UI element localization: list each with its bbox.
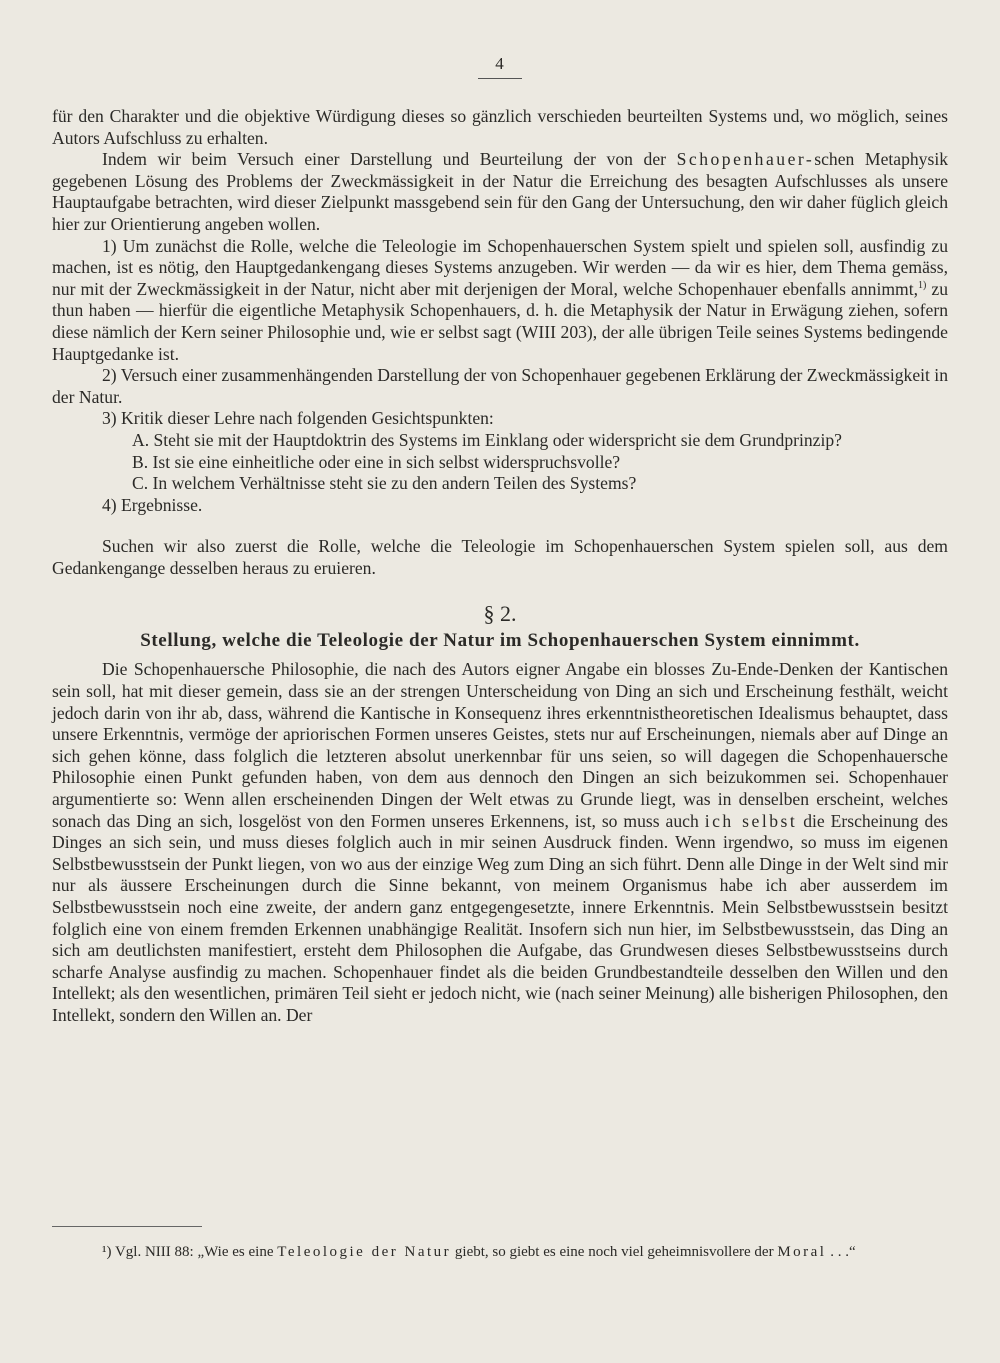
footnote-ref: Vgl. NIII 88: [111, 1244, 198, 1260]
footnote-rule [52, 1226, 202, 1227]
list-item-1 [52, 236, 948, 366]
paragraph-1: für den Charakter und die objektive Würdigung dieses so gänzlich verschieden beurteilten Systems und, wo möglich, seines Autors Aufschluss zu erhalten. [52, 106, 948, 148]
footnote [52, 1243, 948, 1261]
sub-item-c: C. In welchem Verhältnisse steht sie zu den andern Teilen des Systems? [132, 473, 637, 494]
page-number: 4 [495, 54, 505, 73]
section-mark: § 2. [483, 601, 517, 627]
paragraph-summary: Suchen wir also zuerst die Rolle, welche die Teleologie im Schopenhauerschen System spielen soll, aus dem Gedankengange desselben heraus zu eruieren. [52, 536, 948, 578]
footnote-quote-end: . . .“ [826, 1244, 856, 1260]
footnote-marker: ¹) [102, 1244, 112, 1260]
footnote-spaced-1: Teleologie der Natur [277, 1244, 452, 1260]
list-item-3: 3) Kritik dieser Lehre nach folgenden Gesichtspunkten: [102, 408, 494, 429]
list-item-2: 2) Versuch einer zusammenhängenden Darstellung der von Schopenhauer gegebenen Erklärung der Zweckmässigkeit in der Natur. [52, 365, 948, 407]
footnote-text [52, 1243, 948, 1261]
section-paragraph [52, 659, 948, 1026]
footnote-quote-start: „Wie es eine [197, 1244, 278, 1260]
section-paragraph-rest: die Erscheinung des Dinges an sich sein, und muss dieses folglich auch in mir seinen Ausdruck finden. Wenn irgendwo, so muss im eigenen Selbstbewusstsein der Punkt liegen, von wo aus der einzige Weg zum Ding an sich führt. Denn alle Dinge in der Welt sind mir nur als äussere Erscheinungen durch die Sinne bekannt, von meinem Organismus habe ich aber ausserdem im Selbstbewusstsein noch eine zweite, der andern ganz entgegengesetzte, innere Erkenntnis. Mein Selbstbewusstsein besitzt folglich eine von einem fremden Erkennen unabhängige Realität. Insofern sich nun hier, im Selbstbewusstsein, das Ding an sich am deutlichsten manifestiert, ersteht dem Philosophen die Aufgabe, das Grundwesen dieses Selbstbewusstseins durch scharfe Analyse ausfindig zu machen. Schopenhauer findet als die beiden Grundbestandteile desselben den Willen und den Intellekt; als den wesentlichen, primären Teil sieht er jedoch nicht, wie (nach seiner Meinung) alle bisherigen Philosophen, den Intellekt, sondern den Willen an. Der [52, 810, 949, 1025]
list-item-1-text: 1) Um zunächst die Rolle, welche die Teleologie im Schopenhauerschen System spielt und spielen soll, ausfindig zu machen, ist es nötig, den Hauptgedankengang dieses Systems anzugeben. Wir werden — da wir es hier, dem Thema gemäss, nur mit der Zweckmässigkeit in der Natur, nicht aber mit derjenigen der Moral, welche Schopenhauer ebenfalls annimmt, [52, 235, 948, 299]
paragraph-2-rest: schen Metaphysik gegebenen Lösung des Problems der Zweckmässigkeit in der Natur die Erreichung des besagten Aufschlusses als unsere Hauptaufgabe betrachten, wird dieser Zielpunkt massgebend sein für den Gang der Untersuchung, den wir daher füglich gleich hier zur Orientierung angeben wollen. [52, 149, 948, 234]
body-text [52, 106, 948, 1027]
list-item-4: 4) Ergebnisse. [102, 494, 203, 515]
footnote-quote-mid: giebt, so giebt es eine noch viel geheimnisvollere der [451, 1244, 778, 1260]
sub-item-a: A. Steht sie mit der Hauptdoktrin des Systems im Einklang oder widerspricht sie dem Grundprinzip? [132, 429, 842, 450]
sub-item-b: B. Ist sie eine einheitliche oder eine in sich selbst widerspruchsvolle? [132, 451, 621, 472]
section-paragraph-spaced: ich selbst [704, 810, 798, 831]
header-rule [478, 78, 522, 79]
paragraph-2 [52, 149, 948, 235]
section-paragraph-start: Die Schopenhauersche Philosophie, die nach des Autors eigner Angabe ein blosses Zu-Ende-Denken der Kantischen sein soll, hat mit dieser gemein, dass sie an der strengen Unterscheidung von Ding an sich und Erscheinung festhält, weicht jedoch darin von ihr ab, dass, während die Kantische in Konsequenz ihres erkenntnistheoretischen Idealismus behauptet, dass unsere Erkenntnis, vermöge der apriorischen Formen unseres Geistes, stets nur auf Erscheinungen, niemals aber auf Dinge an sich gehen könne, dass folglich die letzteren absolut unerkennbar für uns seien, so will dagegen die Schopenhauersche Philosophie einen Punkt gefunden haben, von dem aus dennoch den Dingen an sich beizukommen sei. Schopenhauer argumentierte so: Wenn allen erscheinenden Dingen der Welt etwas zu Grunde liegt, was in denselben erscheint, welches sonach das Ding an sich, losgelöst von den Formen unseres Erkennens, ist, so muss auch [52, 659, 948, 831]
section-title: Stellung, welche die Teleologie der Natur im Schopenhauerschen System einnimmt. [140, 630, 860, 652]
footnote-spaced-2: Moral [777, 1244, 827, 1260]
footnote-reference[interactable]: 1) [918, 279, 927, 291]
list-item-1-rest: zu thun haben — hierfür die eigentliche Metaphysik Schopenhauers, d. h. die Metaphysik der Natur in Erwägung ziehen, sofern diese nämlich der Kern seiner Philosophie und, wie er selbst sagt (WIII 203), der alle übrigen Teile seines Systems bedingende Hauptgedanke ist. [52, 278, 948, 364]
paragraph-2-start: Indem wir beim Versuch einer Darstellung und Beurteilung der von der [102, 149, 677, 170]
paragraph-2-spaced: Schopenhauer- [676, 149, 815, 170]
spacer [52, 516, 948, 536]
